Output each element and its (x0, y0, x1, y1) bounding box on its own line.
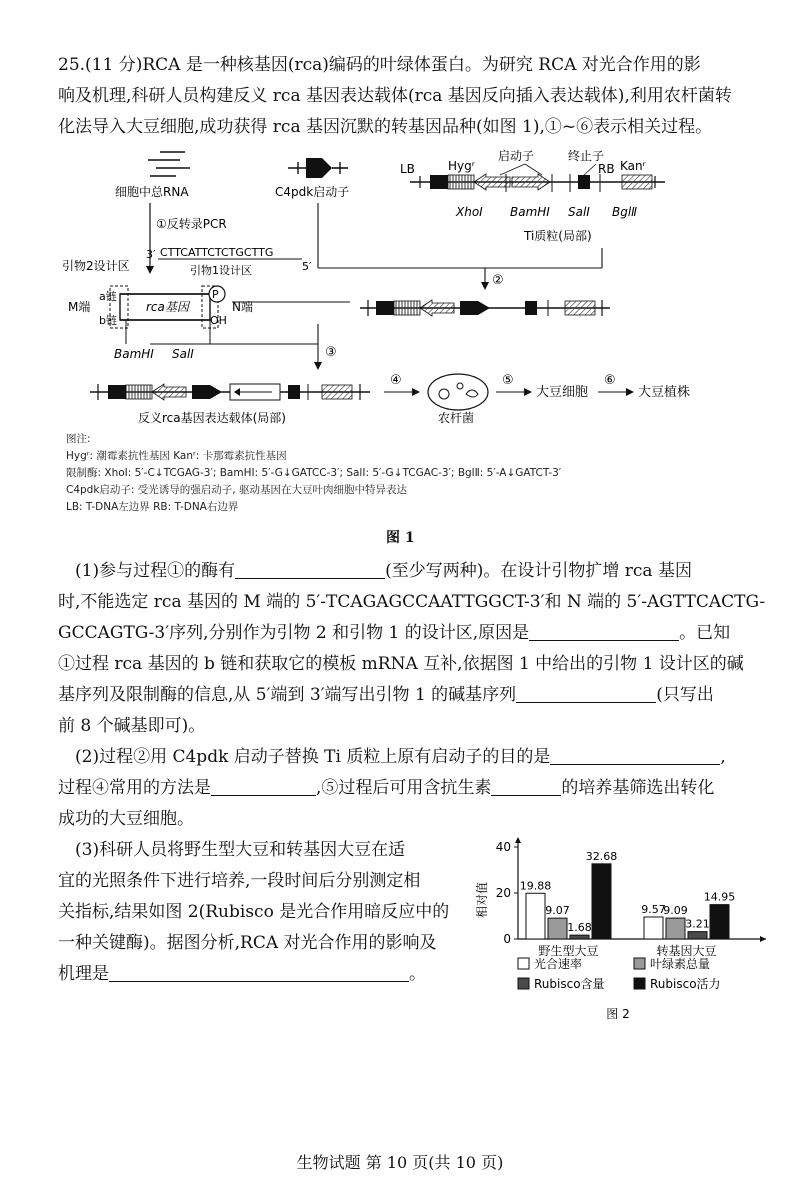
legend-label: Rubisco活力 (650, 977, 721, 991)
total-rna-icon (148, 152, 190, 176)
notes-line-2: 限制酶: XhoⅠ: 5′-C↓TCGAG-3′; BamHⅠ: 5′-G↓GATCC-3′; SalⅠ: 5′-G↓TCGAC-3′; BglⅡ: 5′-A↓GATCT-3′ (66, 467, 562, 479)
q1-blank-primer[interactable] (516, 684, 656, 703)
question-intro (58, 50, 770, 143)
label-a-chain: a链 (99, 290, 117, 303)
y-tick-label: 40 (495, 840, 511, 854)
bar-value-label: 9.09 (663, 904, 688, 918)
c4pdk-promoter-icon (288, 158, 348, 178)
q3-line-5a: 机理是 (58, 964, 109, 984)
q1-text-i: 前 8 个碱基即可)。 (58, 716, 206, 736)
label-bamh: BamHⅠ (510, 205, 550, 219)
y-tick-label: 20 (495, 886, 511, 900)
label-step2: ② (492, 273, 504, 288)
label-step6: ⑥ (604, 373, 616, 388)
primer-seq: CTTCATTCTCTGCTTG (160, 246, 274, 259)
legend-swatch (518, 978, 529, 989)
category-label: 转基因大豆 (656, 944, 717, 958)
q1-text-h: (只写出 (656, 685, 714, 705)
intro-line-1: 25.(11 分)RCA 是一种核基因(rca)编码的叶绿体蛋白。为研究 RCA 对光合作用的影 (58, 55, 701, 75)
bar-value-label: 9.57 (641, 902, 666, 916)
label-c4pdk: C4pdk启动子 (275, 185, 350, 199)
bar-value-label: 9.07 (545, 904, 570, 918)
intermediate-vector (360, 300, 610, 316)
q1-text-e: 。已知 (679, 623, 731, 643)
bar (570, 935, 589, 939)
q1-blank-reason[interactable] (529, 622, 679, 641)
question-3 (58, 835, 468, 990)
label-rb: RB (598, 162, 615, 176)
legend-swatch (634, 958, 645, 969)
notes-line-4: LB: T-DNA左边界 RB: T-DNA右边界 (66, 501, 239, 513)
label-bamh-bottom: BamHⅠ (114, 347, 154, 361)
page-footer: 生物试题 第 10 页(共 10 页) (296, 1153, 504, 1172)
agrobacterium-icon (428, 374, 488, 410)
label-ti: Ti质粒(局部) (524, 229, 592, 243)
legend-swatch (518, 958, 529, 969)
bar (526, 893, 545, 939)
q1-text-f: ①过程 rca 基因的 b 链和获取它的模板 mRNA 互补,依据图 1 中给出的引物 1 设计区的碱 (58, 654, 744, 674)
figure1-caption: 图 1 (386, 530, 415, 546)
q2-text-e: 的培养基筛选出转化 (561, 778, 715, 798)
q1-text-a: (1)参与过程①的酶有 (75, 561, 236, 581)
question-2 (58, 742, 770, 835)
category-label: 野生型大豆 (538, 944, 599, 958)
q3-line-2: 宜的光照条件下进行培养,一段时间后分别测定相 (58, 871, 421, 891)
bar-value-label: 14.95 (703, 890, 736, 904)
chart-title: 图 2 (606, 1007, 630, 1021)
label-xho: XhoⅠ (456, 205, 483, 219)
label-m-end: M端 (68, 300, 91, 314)
bar (688, 932, 707, 939)
q3-line-5b: 。 (409, 964, 426, 984)
legend-label: 光合速率 (534, 957, 583, 971)
q3-line-1: (3)科研人员将野生型大豆和转基因大豆在适 (75, 840, 406, 860)
label-sal-bottom: SalⅠ (172, 347, 194, 361)
primer-3prime: 3′ (146, 248, 156, 261)
q2-text-b: , (720, 747, 726, 767)
figure1-diagram (50, 148, 750, 428)
q1-text-b: (至少写两种)。在设计引物扩增 rca 基因 (385, 561, 692, 581)
label-p: P (212, 288, 219, 301)
bar-value-label: 1.68 (567, 921, 592, 935)
bar (710, 905, 729, 939)
primer1-region: 引物1设计区 (190, 264, 252, 277)
figure1-notes (66, 431, 561, 516)
chart-bars (520, 850, 736, 958)
notes-line-1: Hygʳ: 潮霉素抗性基因 Kanʳ: 卡那霉素抗性基因 (66, 450, 287, 462)
label-kan: Kanʳ (620, 159, 646, 173)
antisense-vector (90, 384, 370, 400)
chart-legend (518, 956, 721, 991)
bar (548, 918, 567, 939)
intro-line-2: 响及机理,科研人员构建反义 rca 基因表达载体(rca 基因反向插入表达载体),利用农杆菌转 (58, 86, 732, 106)
label-bgl: BglⅡ (612, 205, 638, 219)
primer-5prime: 5′ (302, 260, 312, 273)
label-hyg: Hygʳ (448, 159, 475, 173)
label-step1: ①反转录PCR (156, 217, 227, 231)
q2-blank-antibiotic[interactable] (491, 777, 561, 796)
q2-blank-purpose[interactable] (550, 746, 720, 765)
label-lb: LB (400, 162, 415, 176)
x-axis-arrow (760, 936, 766, 942)
bar (666, 918, 685, 939)
label-soy-plant: 大豆植株 (638, 385, 691, 400)
legend-label: Rubisco含量 (534, 977, 605, 991)
q1-text-g: 基序列及限制酶的信息,从 5′端到 3′端写出引物 1 的碱基序列 (58, 685, 517, 705)
y-axis-label: 相对值 (475, 881, 489, 919)
q2-text-d: ,⑤过程后可用含抗生素 (316, 778, 492, 798)
bar (644, 917, 663, 939)
label-terminator: 终止子 (568, 149, 605, 163)
label-total-rna: 细胞中总RNA (115, 185, 189, 199)
label-step3: ③ (325, 345, 337, 360)
q1-text-c: 时,不能选定 rca 基因的 M 端的 5′-TCAGAGCCAATTGGCT-3′和 N 端的 5′-AGTTCACTG- (58, 592, 766, 612)
q3-line-3: 关指标,结果如图 2(Rubisco 是光合作用暗反应中的 (58, 902, 450, 922)
primer2-region: 引物2设计区 (62, 259, 130, 273)
figure2-chart (468, 836, 773, 1022)
label-step4: ④ (390, 373, 402, 388)
bar (592, 864, 611, 939)
intro-line-3: 化法导入大豆细胞,成功获得 rca 基因沉默的转基因品种(如图 1),①~⑥表示相关过程。 (58, 117, 713, 137)
q2-blank-method[interactable] (211, 777, 316, 796)
legend-swatch (634, 978, 645, 989)
bar-value-label: 32.68 (585, 849, 618, 863)
label-agro: 农杆菌 (438, 411, 475, 425)
label-oh: OH (210, 314, 227, 327)
label-promoter: 启动子 (498, 149, 535, 163)
legend-label: 叶绿素总量 (650, 957, 711, 971)
notes-line-3: C4pdk启动子: 受光诱导的强启动子, 驱动基因在大豆叶肉细胞中特异表达 (66, 484, 407, 496)
q3-line-4: 一种关键酶)。据图分析,RCA 对光合作用的影响及 (58, 933, 437, 953)
question-1 (58, 556, 770, 742)
label-n-end: N端 (232, 300, 253, 314)
q2-text-c: 过程④常用的方法是 (58, 778, 211, 798)
label-b-chain: b链 (99, 314, 117, 327)
label-sal: SalⅠ (568, 205, 590, 219)
q1-blank-enzymes[interactable] (235, 560, 385, 579)
label-rca-gene: rca基因 (146, 300, 189, 314)
bar-value-label: 19.88 (519, 879, 552, 893)
label-antisense-vector: 反义rca基因表达载体(局部) (138, 411, 286, 425)
notes-title: 图注: (66, 433, 91, 445)
y-axis-arrow (515, 837, 521, 843)
q3-blank-mechanism[interactable] (109, 963, 409, 982)
label-soy-cell: 大豆细胞 (536, 385, 589, 400)
y-tick-label: 0 (503, 932, 511, 946)
q2-text-a: (2)过程②用 C4pdk 启动子替换 Ti 质粒上原有启动子的目的是 (75, 747, 551, 767)
bar-value-label: 3.21 (685, 917, 710, 931)
label-step5: ⑤ (502, 373, 514, 388)
q2-text-f: 成功的大豆细胞。 (58, 809, 194, 829)
q1-text-d: GCCAGTG-3′序列,分别作为引物 2 和引物 1 的设计区,原因是 (58, 623, 530, 643)
